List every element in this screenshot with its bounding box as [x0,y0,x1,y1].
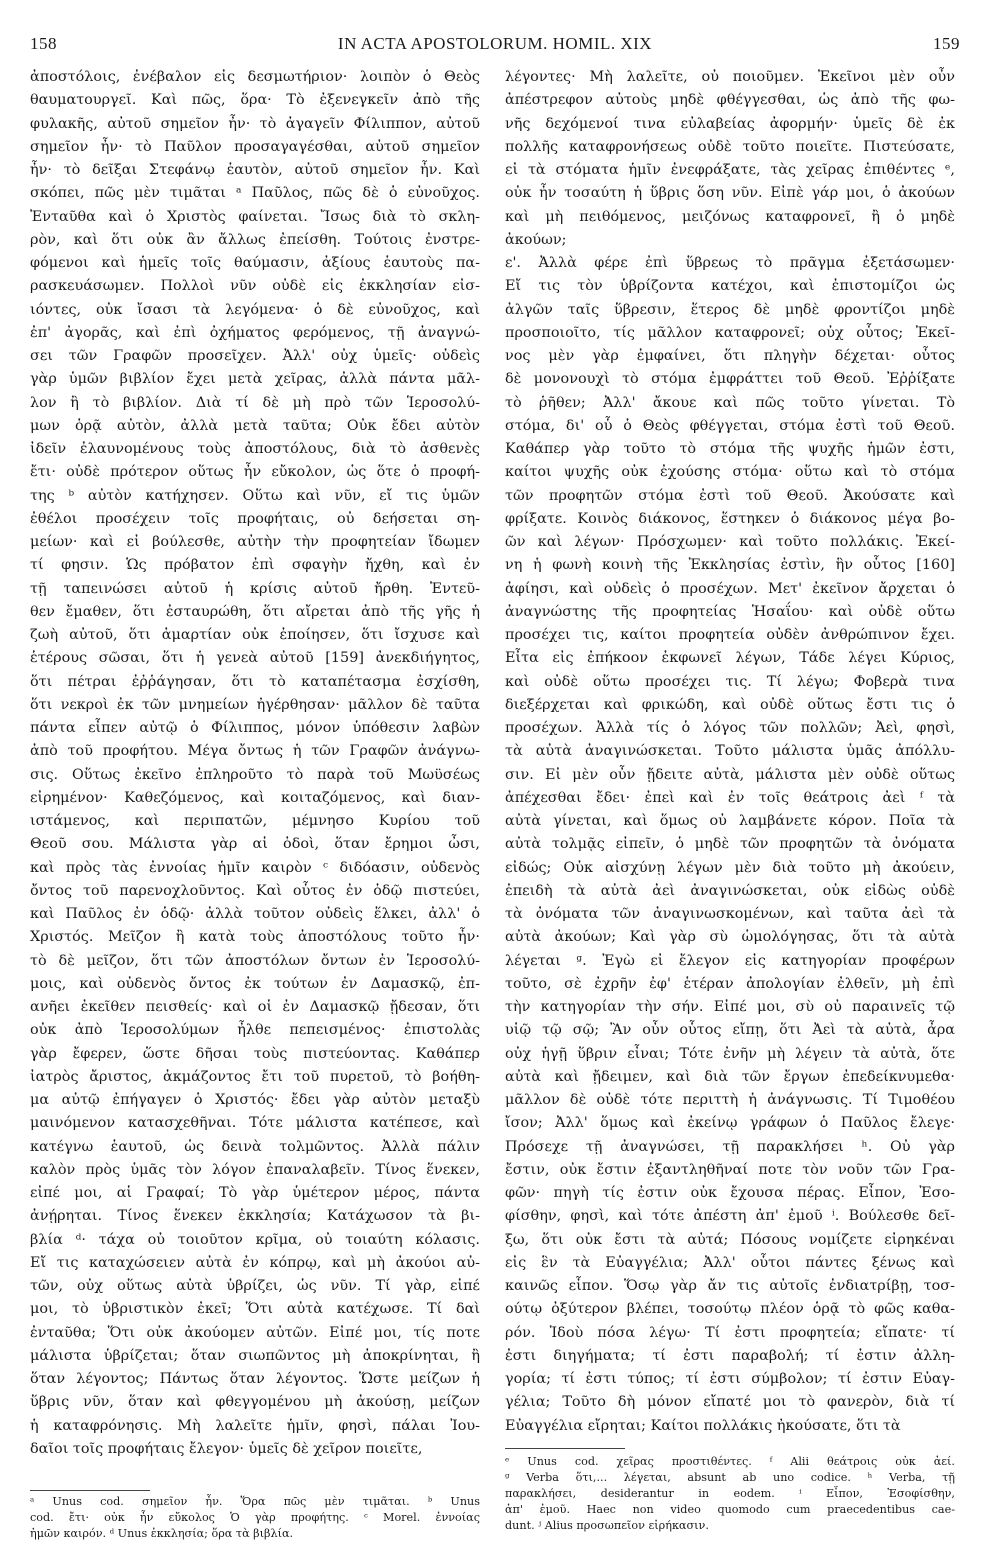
text-line: γέλια; Τοῦτο δὴ μόνον εἴπατέ μοι τὸ φανερὸν, διὰ τί [505,1394,955,1411]
text-line: δὲ μονονουχὶ τὸ στόμα ἐμφράττει τοῦ Θεοῦ. Ἐῤῥίξατε [505,371,955,388]
text-line: ἐστι διηγήματα; τί ἐστι παραβολή; τί ἐστιν ἀλλη- [505,1347,955,1364]
text-line: δαῖοι τοῖς προφήταις ἔλεγον· ὑμεῖς δὲ χεῖρον ποιεῖτε, [30,1440,423,1457]
text-line: ἰδεῖν ἐλαυνομένους τοὺς ἀποστόλους, διὰ τὸ ἀσθενὲς [30,441,480,457]
text-line: τῶν, οὐχ οὕτως αὐτὰ ὑβρίζει, ὡς νῦν. Τί γὰρ, εἰπέ [30,1278,480,1294]
text-line: μων ὁρᾷ αὐτὸν, ἀλλὰ μετὰ ταῦτα; Οὐκ ἔδει αὐτὸν [30,417,480,434]
text-line: καὶ Παῦλος ἐν ὁδῷ· ἀλλὰ τοῦτον οὐδεὶς ἕλκει, ἀλλ' ὁ [30,906,480,922]
text-line: οὐκ ἦν τοσαύτη ἡ ὕβρις ὅση νῦν. Εἰπὲ γάρ μοι, ὁ ἀκούων [505,185,955,202]
text-line: ρὸν, καὶ ὅτι οὐκ ἂν ἄλλως ἐπείσθη. Τούτοις ἐνστρε- [30,231,480,248]
text-line: λέγοντες· Μὴ λαλεῖτε, οὐ ποιοῦμεν. Ἐκεῖνοι μὲν οὖν [505,69,955,85]
text-line: αὐτὰ τολμᾷς εἰπεῖν, ὁ μηδὲ τῶν προφητῶν τὰ ὀνόματα [505,836,955,853]
text-line: ὅταν λέγοντος; Πάντως ὅταν λέγοντος. Ὥστε μείζων ἡ [30,1371,480,1387]
text-line: ἀπὸ τοῦ προφήτου. Μέγα ὄντως ἡ τῶν Γραφῶν ἀνάγνω- [30,743,480,760]
text-line: διεξέρχεται καὶ φρικώδη, καὶ οὐδὲ οὕτως ἔστι τις ὁ [505,696,955,713]
text-line: Πρόσεχε τῇ ἀναγνώσει, τῇ παρακλήσει ʰ. Οὐ γὰρ [505,1138,955,1155]
text-line: θεν ἔμαθεν, ὅτι ἐσταυρώθη, ὅτι αἴρεται ἀπὸ τῆς γῆς ἡ [30,603,480,620]
text-line: ἀλγῶν ταῖς ὕβρεσιν, ἕτερος δὲ μηδὲ φροντίζοι μηδὲ [505,301,955,318]
text-line: νος μὲν γὰρ ἐμφαίνει, ὅτι πληγὴν δέχεται· οὗτος [505,348,955,364]
text-line: ἐνταῦθα; Ὅτι οὐκ ἀκούομεν αὐτῶν. Εἰπέ μοι, τίς ποτε [30,1324,480,1341]
text-line: λον ἢ τὸ βιβλίον. Διὰ τί δὲ μὴ πρὸ τῶν Ἱεροσολύ- [30,394,480,411]
text-line: καινῶς εἶπον. Ὅσῳ γὰρ ἄν τις αὐτοῖς ἐνδιατρίβῃ, τοσ- [505,1278,955,1294]
text-line: γὰρ ἔφερεν, ὥστε δῆσαι τοὺς πιστεύοντας. Καθάπερ [30,1045,480,1062]
text-line: ανῆει ἐκεῖθεν πεισθείς· καὶ οἱ ἐν Δαμασκῷ ᾔδεσαν, ὅτι [30,999,480,1015]
text-line: μείων· καὶ εἰ βούλεσθε, αὐτὴν τὴν προφητείαν ἴδωμεν [30,534,480,550]
text-line: ἡ καταφρόνησις. Μὴ λαλεῖτε ἡμῖν, φησὶ, πάλαι Ἰου- [30,1417,480,1434]
text-line: ἀπέστρεφον αὐτοὺς μηδὲ φθέγγεσθαι, ὡς ἀπὸ τῆς φω- [505,92,955,109]
text-line: Θεοῦ σου. Μάλιστα γὰρ αἱ ὁδοὶ, ὅταν ἔρημοι ὦσι, [30,836,480,853]
text-line: Καθάπερ γὰρ τοῦτο τὸ στόμα τῆς ψυχῆς ἡμῶν ἐστι, [505,441,955,457]
text-line: νῆς δεχόμενοί τινα εὐλαβείας ἀφορμήν· ὑμεῖς δὲ ἐκ [505,115,955,132]
right-text-column [505,66,955,1438]
page-number-left: 158 [30,34,57,53]
text-line: λέγεται ᵍ. Ἐγὼ εἰ ἔλεγον εἰς κατηγορίαν προφέρων [505,952,955,969]
text-line: Εἶτα εἰς ἐπήκοον ἐκφωνεῖ λέγων, Τάδε λέγει Κύριος, [505,650,955,667]
left-text-column [30,66,480,1461]
text-line: μα αὐτῷ ἐπήγαγεν ὁ Χριστός· ἔδει γὰρ αὐτὸν μεταξὺ [30,1092,480,1108]
footnote-line: παρακλήσει, desiderantur in eodem. ⁱ Εἶπον, Ἐσοφίσθην, [505,1487,955,1500]
footnote-rule-right [505,1448,625,1449]
text-line: σημεῖον ἦν· τὸ Παῦλον προσαγαγέσθαι, αὐτοῦ σημεῖον [30,138,480,155]
text-line: σει τῶν Γραφῶν προσεῖχεν. Ἀλλ' οὐχ ὑμεῖς· οὐδεὶς [30,348,480,364]
text-line: ῶν καὶ λέγων· Πρόσχωμεν· καὶ τοῦτο πολλάκις. Ἐκεί- [505,534,955,550]
text-line: Εἴ τις τὸν ὑβρίζοντα κατέχοι, καὶ ἐπιστομίζοι ὡς [505,278,955,295]
text-line: ε'. Ἀλλὰ φέρε ἐπὶ ὕβρεως τὸ πρᾶγμα ἐξετάσωμεν· [505,255,955,271]
running-title: IN ACTA APOSTOLORUM. HOMIL. XIX [337,34,653,53]
text-line: ἰατρὸς ἄριστος, ἀκμάζοντος ἔτι τοῦ πυρετοῦ, τὸ βοήθη- [30,1068,480,1085]
text-line: ὅτι πέτραι ἐῤῥάγησαν, ὅτι τὸ καταπέτασμα ἐσχίσθη, [30,673,480,690]
text-line: ἐπειδὴ τὰ αὐτὰ ἀεὶ ἀναγινώσκεται, οὐκ εἰδὼς οὐδὲ [505,882,955,899]
text-line: μαινόμενον κατασχεθῆναι. Τότε μάλιστα κατέπεσε, καὶ [30,1115,480,1132]
text-line: ἀκούων; [505,231,567,248]
text-line: φῶν· πηγὴ τίς ἐστιν οὐκ ἔχουσα πέρας. Εἶπον, Ἐσο- [505,1185,955,1201]
text-line: οὐχ ἡγῇ ὕβριν εἶναι; Τότε ἐνῆν μὴ λέγειν τὰ αὐτὰ, ὅτε [505,1045,955,1062]
text-line: καίτοι ψυχῆς οὐκ ἐχούσης στόμα· οὕτω καὶ τὸ στόμα [505,464,955,481]
text-line: ἀναγνώστης τῆς προφητείας Ἡσαΐου· καὶ οὐδὲ οὕτω [505,603,955,620]
text-line: ιόντες, οὐκ ἴσασι τὰ λεγόμενα· ὁ δὲ εὐνοῦχος, καὶ [30,301,480,318]
text-line: υἱῷ τῷ σῷ; Ἂν οὖν οὗτος εἴπῃ, ὅτι Ἀεὶ τὰ αὐτὰ, ἆρα [505,1022,955,1039]
text-line: γὰρ ὑμῶν βιβλίον ἔχει μετὰ χεῖρας, ἀλλὰ πάντα μᾶλ- [30,371,480,388]
text-line: αὐτὰ καὶ ᾔδειμεν, καὶ διὰ τῶν ἔργων ἐπεδείκνυμεθα· [505,1068,955,1085]
text-line: μοι, τὸ ὑβριστικὸν ἐκεῖ; Ὅτι αὐτὰ κατέχωσε. Τί δαὶ [30,1301,480,1318]
text-line: τῇ ταπεινώσει αὐτοῦ ἡ κρίσις αὐτοῦ ἤρθη. Ἐντεῦ- [30,580,480,597]
text-line: εἰρημένον· Καθεζόμενος, καὶ κοιταζόμενος, καὶ διαν- [30,789,480,806]
text-line: οὐκ ἀπὸ Ἱεροσολύμων ἦλθε πεπεισμένος· ἐπιστολὰς [30,1022,480,1039]
text-line: τὸ δὲ μεῖζον, ὅτι τῶν ἀποστόλων ὄντων ἐν Ἱεροσολύ- [30,952,480,969]
text-line: πάντα εἶπεν αὐτῷ ὁ Φίλιππος, μόνον ὑπόθεσιν λαβὼν [30,720,480,736]
text-line: Ἐνταῦθα καὶ ὁ Χριστὸς φαίνεται. Ἴσως διὰ τὸ σκλη- [30,208,480,225]
text-line: ἦν· τὸ δεῖξαι Στεφάνῳ ἑαυτὸν, αὐτοῦ σημεῖον ἦν. Καὶ [30,162,480,178]
text-line: νη ἡ φωνὴ κοινὴ τῆς Ἐκκλησίας ἐστὶν, ἣν οὗτος [160] [505,557,955,574]
text-line: ξω, ὅτι οὐκ ἔστι τὰ αὐτά; Πόσους νομίζετε εἰρηκέναι [505,1231,955,1248]
text-line: προσέχων. Ἀλλὰ τίς ὁ λόγος τῶν πολλῶν; Ἀεὶ, φησὶ, [505,720,955,736]
text-line: πολλῆς καταφρονήσεως οὐδὲ τοῦτο ποιεῖτε. Πιστεύσατε, [505,138,955,155]
text-line: καὶ μὴ πειθόμενος, μειζόνως καταφρονεῖ, ἢ ὁ μηδὲ [505,208,955,225]
text-line: ἀφίησι, καὶ οὐδεὶς ὁ προσέχων. Μετ' ἐκεῖνον ἄρχεται ὁ [505,580,955,597]
text-line: εἰπέ μοι, αἱ Γραφαί; Τὸ γὰρ ὑμέτερον μέρος, πάντα [30,1185,480,1201]
text-line: στόμα, δι' οὗ ὁ Θεὸς φθέγγεται, στόμα ἐστὶ τοῦ Θεοῦ. [505,417,955,434]
text-line: ἀποστόλοις, ἐνέβαλον εἰς δεσμωτήριον· λοιπὸν ὁ Θεὸς [30,69,480,85]
text-line: αὐτὰ ἀκούων; Καὶ γὰρ σὺ ὡμολόγησας, ὅτι τὰ αὐτὰ [505,929,955,946]
text-line: ἀπέχεσθαι ἔδει· ἐπεὶ καὶ ἐν τοῖς θεάτροις ἀεὶ ᶠ τὰ [505,789,955,806]
text-line: εἰς ἓν τὰ Εὐαγγέλια; Ἀλλ' οὗτοι πάντες ξένως καὶ [505,1254,955,1271]
footnote-rule-left [30,1490,150,1491]
text-line: βλία ᵈ· τάχα οὐ τοιοῦτον κρῖμα, οὐ τοιαύτη κόλασις. [30,1231,480,1248]
text-line: σκόπει, πῶς μὲν τιμᾶται ᵃ Παῦλος, πῶς δὲ ὁ εὐνοῦχος. [30,185,480,202]
text-line: μοις, καὶ οὐδενὸς ὄντος ἐκ τούτων ἐν Δαμασκῷ, ἐπ- [30,975,480,992]
text-line: σις. Οὕτως ἐκεῖνο ἐπληροῦτο τὸ παρὰ τοῦ Μωϋσέως [30,766,480,783]
text-line: ιστάμενος, καὶ περιπατῶν, μέμνησο Κυρίου τοῦ [30,813,480,829]
text-line: τοῦτο, σὲ ἐχρῆν ἐφ' ἑτέραν ἀπολογίαν ἐλθεῖν, μὴ ἐπὶ [505,975,955,992]
text-line: ἐπ' ἀγορᾶς, καὶ ἐπὶ ὀχήματος φερόμενος, τῇ ἀναγνώ- [30,324,480,341]
text-line: ρασκευάσωμεν. Πολλοὶ νῦν οὐδὲ εἰς ἐκκλησίαν εἰσ- [30,278,480,295]
text-line: τὸ ῥῆθεν; Ἀλλ' ἄκουε καὶ πῶς τοῦτο γίνεται. Τὸ [505,394,955,411]
text-line: τὴν κατηγορίαν τὴν σήν. Εἰπέ μοι, σὺ οὐ παραινεῖς τῷ [505,999,955,1015]
text-line: ζωὴ αὐτοῦ, ὅτι ἁμαρτίαν οὐκ ἐποίησεν, ὅτι ἴσχυσε καὶ [30,627,480,643]
footnotes-right [505,1454,955,1534]
text-line: τὰ ὀνόματα τῶν ἀναγινωσκομένων, καὶ ταῦτα ἀεὶ τὰ [505,906,955,922]
footnote-line: ᵍ Verba ὅτι,... λέγεται, absunt ab uno codice. ʰ Verba, τῇ [505,1471,955,1484]
text-line: καὶ οὐδὲ οὕτω προσέχει τις. Τί λέγω; Φοβερὰ τινα [505,673,955,690]
text-line: κατέγνω ἑαυτοῦ, ὡς δεινὰ τολμῶντος. Ἀλλὰ πάλιν [30,1138,480,1155]
text-line: τὰ αὐτὰ ἀναγινώσκεται. Τοῦτο μάλιστα ὑμᾶς ἀπόλλυ- [505,743,955,760]
text-line: αὐτὰ γίνεται, καὶ ὅμως οὐ λαμβάνετε κόρον. Ποῖα τὰ [505,813,955,829]
text-line: προσέχει τις, καίτοι προφητεία οὐδὲν ἀνθρώπινον ἔχει. [505,627,955,643]
text-line: ούτῳ ὀξύτερον βλέπει, τοσούτῳ πλέον ὁρᾷ τὸ φῶς καθα- [505,1301,955,1318]
text-line: ἀνῄρηται. Τίνος ἕνεκεν ἐκκλησία; Κατάχωσον τὰ βι- [30,1208,480,1225]
text-line: ἴσον; Ἀλλ' ὅμως καὶ ἐκείνῳ γράφων ὁ Παῦλος ἔλεγε· [505,1115,955,1132]
text-line: φόμενοι καὶ ἡμεῖς τοῖς θαύμασιν, ἀξίους ἑαυτοὺς πα- [30,255,480,271]
text-line: Χριστός. Μεῖζον ἢ κατὰ τοὺς ἀποστόλους τοῦτο ἦν· [30,929,480,946]
text-line: ὄντος τοῦ παρενοχλοῦντος. Καὶ οὗτος ἐν ὁδῷ πιστεύει, [30,882,480,899]
text-line: προσποιοῖτο, τίς μᾶλλον καταφρονεῖ; οὐχ οὗτος; Ἐκεῖ- [505,324,955,341]
text-line: ἔστιν, οὐκ ἔστιν ἐξαντληθῆναί ποτε τὸν νοῦν τῶν Γρα- [505,1161,955,1178]
footnote-line: ἀπ' ἐμοῦ. Haec non video quomodo cum praecedentibus cae- [505,1503,955,1516]
text-line: εἰ τὰ στόματα ἡμῖν ἐνεφράξατε, τὰς χεῖρας ἐπιθέντες ᵉ, [505,162,955,178]
text-line: καλὸν πρὸς ὑμᾶς τὸν λόγον ἐπαναλαβεῖν. Τίνος ἕνεκεν, [30,1161,480,1178]
text-line: σιν. Εἰ μὲν οὖν ᾔδειτε αὐτὰ, μάλιστα μὲν οὐδὲ οὕτως [505,766,955,783]
footnote-line: ᵃ Unus cod. σημεῖον ἦν. Ὅρα πῶς μὲν τιμᾶται. ᵇ Unus [30,1495,480,1508]
text-line: εἰδώς; Οὐκ αἰσχύνῃ λέγων μὲν διὰ τοῦτο μὴ ἀκούειν, [505,859,955,876]
text-line: φυλακῆς, αὐτοῦ σημεῖον ἦν· τὸ ἀγαγεῖν Φίλιππον, αὐτοῦ [30,115,480,132]
text-line: μάλιστα ὑβρίζεται; ὅταν σιωπῶντος μὴ ἀποκρίνηται, ἢ [30,1347,480,1364]
text-line: της ᵇ αὐτὸν κατήχησεν. Οὕτω καὶ νῦν, εἴ τις ὑμῶν [30,487,480,504]
footnote-line: dunt. ʲ Alius προσωπεῖον εἰρήκασιν. [505,1519,709,1532]
text-line: ὕβρις νῦν, ὅταν καὶ φθεγγομένου μὴ ἀκούσῃ, μείζων [30,1394,480,1411]
text-line: φρίξατε. Κοινὸς διάκονος, ἕστηκεν ὁ διάκονος μέγα βο- [505,510,955,527]
text-line: καὶ πρὸς τὰς ἐννοίας ἡμῖν καιρὸν ᶜ διδόασιν, οὐδενὸς [30,859,480,876]
text-line: ὅτι νεκροὶ ἐκ τῶν μνημείων ἠγέρθησαν· μᾶλλον δὲ ταῦτα [30,696,480,713]
page-number-right: 159 [933,34,960,53]
footnote-line: ἡμῶν καιρόν. ᵈ Unus ἐκκλησία; ὅρα τὰ βιβλία. [30,1527,294,1540]
text-line: θαυματουργεῖ. Καὶ πῶς, ὅρα· Τὸ ἐξενεγκεῖν ἀπὸ τῆς [30,92,480,109]
footnotes-left [30,1494,480,1542]
text-line: ἐθέλοι προσέχειν τοῖς προφήταις, οὐ δεήσεται ση- [30,510,480,527]
text-line: ἑτέρους σῶσαι, ὅτι ἡ γενεὰ αὐτοῦ [159] ἀνεκδιήγητος, [30,650,480,667]
text-line: τῶν προφητῶν στόμα ἐστὶ τοῦ Θεοῦ. Ἀκούσατε καὶ [505,487,955,504]
page-header [30,34,960,58]
text-line: ρόν. Ἰδοὺ πόσα λέγω· Τί ἐστι προφητεία; εἴπατε· τί [505,1324,955,1341]
footnote-line: cod. ἔτι· οὐκ ἦν εὔκολος Ὁ γὰρ προφήτης. ᶜ Morel. ἐννοίας [30,1511,480,1524]
text-line: φίσθην, φησὶ, καὶ τότε ἀπέστη ἀπ' ἐμοῦ ⁱ. Βούλεσθε δεῖ- [505,1208,955,1225]
text-line: Εἴ τις καταχώσειεν αὐτὰ ἐν κόπρῳ, καὶ μὴ ἀκούοι αὐ- [30,1254,480,1271]
text-line: τί φησιν. Ὡς πρόβατον ἐπὶ σφαγὴν ἤχθη, καὶ ἐν [30,557,480,574]
text-line: μᾶλλον δὲ οὐδὲ τότε περιττὴ ἡ ἀνάγνωσις. Τί Τιμοθέου [505,1092,955,1108]
footnote-line: ᵉ Unus cod. χεῖρας προστιθέντες. ᶠ Alii θεάτροις οὐκ ἀεί. [505,1455,955,1468]
text-line: Εὐαγγέλια εἴρηται; Καίτοι πολλάκις ἠκούσατε, ὅτι τὰ [505,1417,901,1434]
text-line: ἔτι· οὐδὲ πρότερον οὕτως ἦν εὔκολον, ὡς ὅτε ὁ προφή- [30,464,480,481]
text-line: γορία; τί ἐστι τύπος; τί ἐστι σύμβολον; τί ἐστιν Εὐαγ- [505,1371,955,1387]
